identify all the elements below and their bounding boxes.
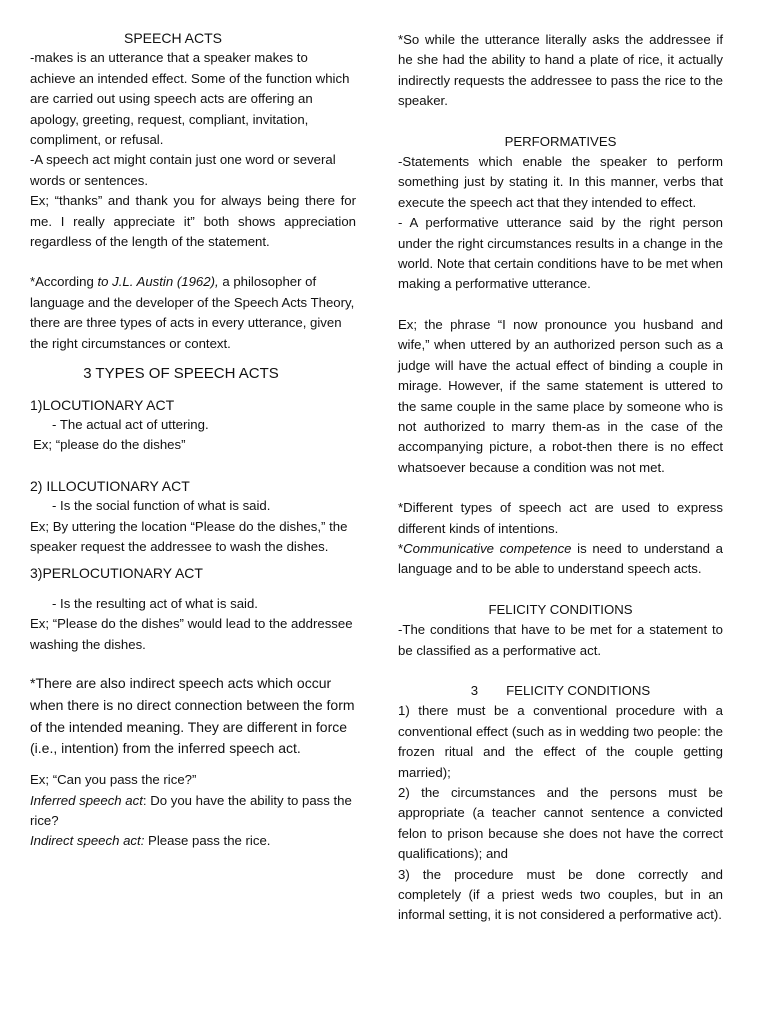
three-felicity-heading bbox=[398, 681, 723, 701]
austin-post: a philosopher of language and the developer of the Speech Acts Theory, there are three types of acts in every utterance, given the right circumstances or context. bbox=[30, 274, 355, 351]
felicity-condition-3: 3) the procedure must be done correctly and completely (if a priest weds two couples, but in an informal setting, it is not considered a performative act). bbox=[398, 866, 723, 923]
inferred-speech-act bbox=[30, 791, 356, 832]
three-felicity-label: FELICITY CONDITIONS bbox=[506, 682, 651, 698]
left-column bbox=[30, 28, 356, 852]
definition-paragraph-2: -A speech act might contain just one word or several words or sentences. bbox=[30, 152, 336, 188]
indirect-speech-paragraph: *There are also indirect speech acts which occur when there is no direct connection between the form of the intended meaning. They are different in force (i.e., intention) from the inferred speech act. bbox=[30, 674, 355, 757]
illocutionary-definition: - Is the social function of what is said. bbox=[52, 498, 271, 514]
inferred-label: Inferred speech act bbox=[30, 792, 143, 808]
felicity-definition: -The conditions that have to be met for a statement to be classified as a performative act. bbox=[398, 622, 723, 658]
austin-paragraph bbox=[30, 272, 356, 354]
communicative-competence-paragraph bbox=[398, 539, 723, 580]
perlocutionary-definition: - Is the resulting act of what is said. bbox=[52, 595, 258, 611]
performatives-example: Ex; the phrase “I now pronounce you husband and wife,” when uttered by an authorized person such as a judge will have the actual effect of binding a couple in mirage. However, if the same statement is uttered to the same couple in the same place by someone who is not authorized to marry them-as in the case of the accompanying picture, a robot-then there is no effect whatsoever because a condition was not met. bbox=[398, 316, 723, 475]
perlocutionary-example: Ex; “Please do the dishes” would lead to the addressee washing the dishes. bbox=[30, 616, 353, 652]
three-felicity-number: 3 bbox=[470, 682, 479, 698]
austin-citation: to J.L. Austin (1962), bbox=[97, 274, 219, 290]
austin-pre: *According bbox=[30, 274, 98, 290]
locutionary-example: Ex; “please do the dishes” bbox=[33, 437, 186, 453]
indirect-text: Please pass the rice. bbox=[144, 833, 271, 849]
illocutionary-heading: 2) ILLOCUTIONARY ACT bbox=[30, 477, 190, 494]
perlocutionary-heading: 3)PERLOCUTIONARY ACT bbox=[30, 565, 203, 582]
comm-post: is need to understand a language and to be able to understand speech acts. bbox=[398, 540, 723, 577]
different-types-paragraph: *Different types of speech act are used to express different kinds of intentions. bbox=[398, 500, 723, 536]
performatives-definition-1: -Statements which enable the speaker to perform something just by stating it. In this manner, verbs that execute the speech act that they intended to effect. bbox=[398, 154, 723, 210]
locutionary-definition: - The actual act of uttering. bbox=[52, 416, 209, 432]
definition-paragraph-1: -makes is an utterance that a speaker makes to achieve an intended effect. Some of the function which are carried out using speech acts are offering an apology, greeting, request, compliant, invitation, compliment, or refusal. bbox=[30, 50, 350, 148]
indirect-speech-act bbox=[30, 831, 356, 851]
performatives-definition-2: - A performative utterance said by the right person under the right circumstances results in a change in the world. Note that certain conditions have to be met when making a performative utterance. bbox=[398, 215, 723, 292]
rice-example: Ex; “Can you pass the rice?” bbox=[30, 772, 197, 788]
felicity-heading: FELICITY CONDITIONS bbox=[488, 601, 633, 617]
right-column bbox=[398, 30, 723, 926]
inferred-text: : Do you have the ability to pass the rice? bbox=[30, 792, 352, 828]
types-heading: 3 TYPES OF SPEECH ACTS bbox=[83, 365, 279, 383]
comm-star: * bbox=[398, 540, 404, 556]
felicity-condition-1: 1) there must be a conventional procedure with a conventional effect (such as in wedding two people: the frozen ritual and the effect of the couple getting married); bbox=[398, 703, 723, 780]
comm-italic: Communicative competence bbox=[403, 540, 572, 556]
locutionary-heading: 1)LOCUTIONARY ACT bbox=[30, 396, 175, 413]
performatives-heading: PERFORMATIVES bbox=[504, 133, 617, 149]
illocutionary-example: Ex; By uttering the location “Please do the dishes,” the speaker request the addressee to wash the dishes. bbox=[30, 518, 348, 554]
example-thanks: Ex; “thanks” and thank you for always being there for me. I really appreciate it” both shows appreciation regardless of the length of the statement. bbox=[30, 193, 356, 250]
so-while-paragraph: *So while the utterance literally asks the addressee if he she had the ability to hand a plate of rice, it actually indirectly requests the addressee to pass the rice to the speaker. bbox=[398, 32, 723, 109]
page-title: SPEECH ACTS bbox=[123, 30, 223, 46]
felicity-condition-2: 2) the circumstances and the persons must be appropriate (a teacher cannot sentence a convicted felon to prison because she does not have the correct qualifications); and bbox=[398, 785, 723, 862]
indirect-label: Indirect speech act: bbox=[30, 833, 145, 849]
